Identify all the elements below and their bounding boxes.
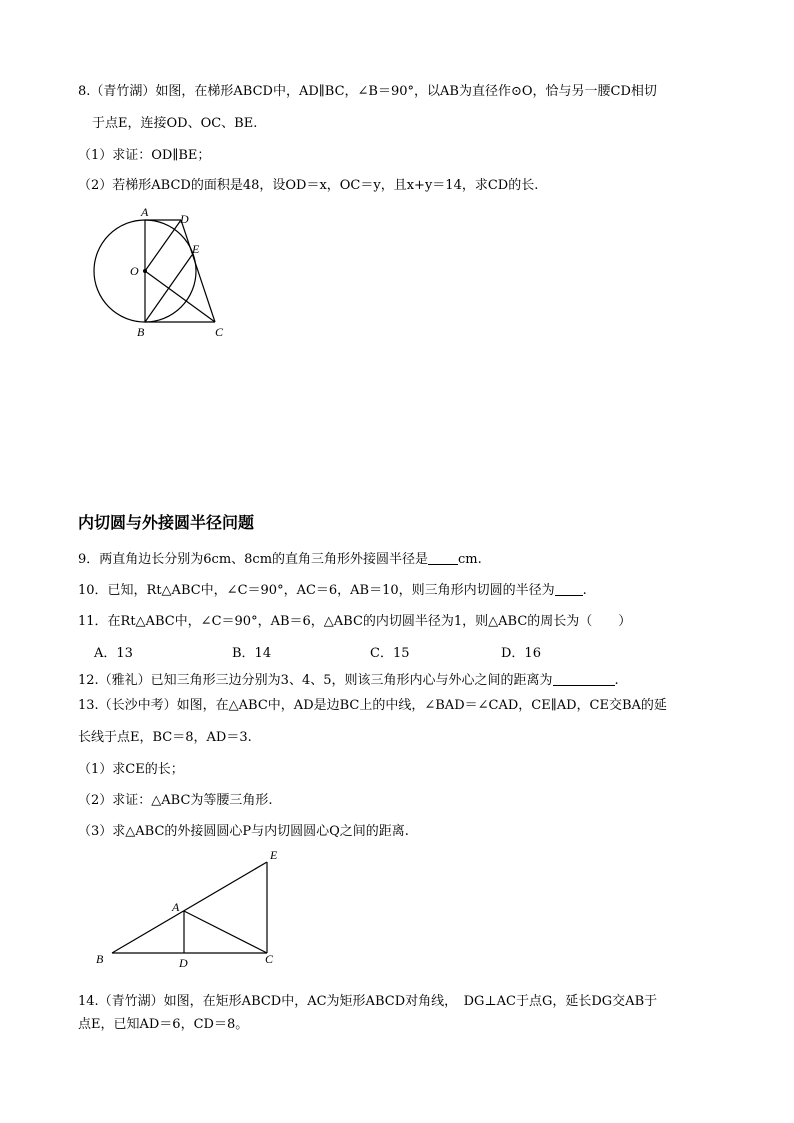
- q13-line2: 长线于点E，BC＝8，AD＝3.: [78, 730, 252, 745]
- label-o: O: [130, 264, 139, 278]
- q11-option-c[interactable]: C．15: [370, 646, 410, 661]
- q11-text: 11．在Rt△ABC中，∠C＝90°，AB＝6，△ABC的内切圆半径为1，则△ABC的周长为（ ）: [78, 614, 632, 629]
- segment-ac: [184, 911, 267, 953]
- label-d: D: [179, 956, 188, 970]
- figure-triangle: [90, 845, 290, 975]
- q11-option-a[interactable]: A．13: [94, 646, 133, 661]
- label-b: B: [137, 325, 145, 339]
- segment-be: [145, 255, 192, 322]
- label-d: D: [180, 212, 189, 226]
- q12-text: 12.（雅礼）已知三角形三边分别为3、4、5，则该三角形内心与外心之间的距离为: [78, 673, 553, 688]
- q10-end: .: [582, 583, 587, 598]
- q11-option-d[interactable]: D．16: [501, 646, 541, 661]
- point-o: [143, 269, 147, 273]
- q12-answer-blank[interactable]: [553, 673, 615, 686]
- q11-option-b[interactable]: B．14: [232, 646, 272, 661]
- label-e: E: [270, 848, 278, 862]
- q8-line1: 8.（青竹湖）如图，在梯形ABCD中，AD∥BC，∠B＝90°，以AB为直径作⊙O，恰与另一腰CD相切: [78, 84, 657, 99]
- label-c: C: [215, 325, 224, 339]
- q14-line1: 14.（青竹湖）如图，在矩形ABCD中，AC为矩形ABCD对角线， DG⊥AC于点G，延长DG交AB于: [78, 994, 658, 1009]
- q10-line: [78, 583, 587, 599]
- q13-part1: （1）求CE的长；: [78, 762, 184, 777]
- q8-line2: 于点E，连接OD、OC、BE.: [92, 116, 258, 131]
- label-a: A: [141, 205, 149, 219]
- label-a: A: [172, 900, 180, 914]
- q13-part3: （3）求△ABC的外接圆圆心P与内切圆圆心Q之间的距离.: [78, 824, 409, 839]
- section-title: 内切圆与外接圆半径问题: [78, 513, 255, 532]
- label-b: B: [96, 952, 104, 966]
- q8-part2: （2）若梯形ABCD的面积是48，设OD＝x，OC＝y，且x+y＝14，求CD的长.: [78, 178, 539, 193]
- q12-line: [78, 673, 619, 689]
- segment-dc: [181, 220, 215, 322]
- q9-unit: cm.: [458, 552, 482, 567]
- segment-be: [112, 862, 267, 953]
- label-e: E: [192, 242, 200, 256]
- q9-text: 9．两直角边长分别为6cm、8cm的直角三角形外接圆半径是: [78, 552, 429, 567]
- q9-answer-blank[interactable]: [428, 552, 458, 565]
- q10-text: 10．已知，Rt△ABC中，∠C＝90°，AC＝6，AB＝10，则三角形内切圆的半径为: [78, 583, 555, 598]
- q12-end: .: [614, 673, 619, 688]
- q10-answer-blank[interactable]: [555, 583, 583, 596]
- segment-od: [145, 220, 181, 271]
- q13-part2: （2）求证：△ABC为等腰三角形.: [78, 793, 273, 808]
- segment-oc: [145, 271, 215, 322]
- label-c: C: [265, 952, 274, 966]
- q14-line2: 点E，已知AD＝6，CD＝8。: [78, 1017, 249, 1032]
- q8-part1: （1）求证：OD∥BE；: [78, 148, 211, 163]
- figure-circle-trapezoid: [80, 200, 250, 345]
- q13-line1: 13.（长沙中考）如图，在△ABC中，AD是边BC上的中线，∠BAD＝∠CAD，CE∥AD，CE交BA的延: [78, 698, 667, 713]
- q9-line: [78, 552, 482, 568]
